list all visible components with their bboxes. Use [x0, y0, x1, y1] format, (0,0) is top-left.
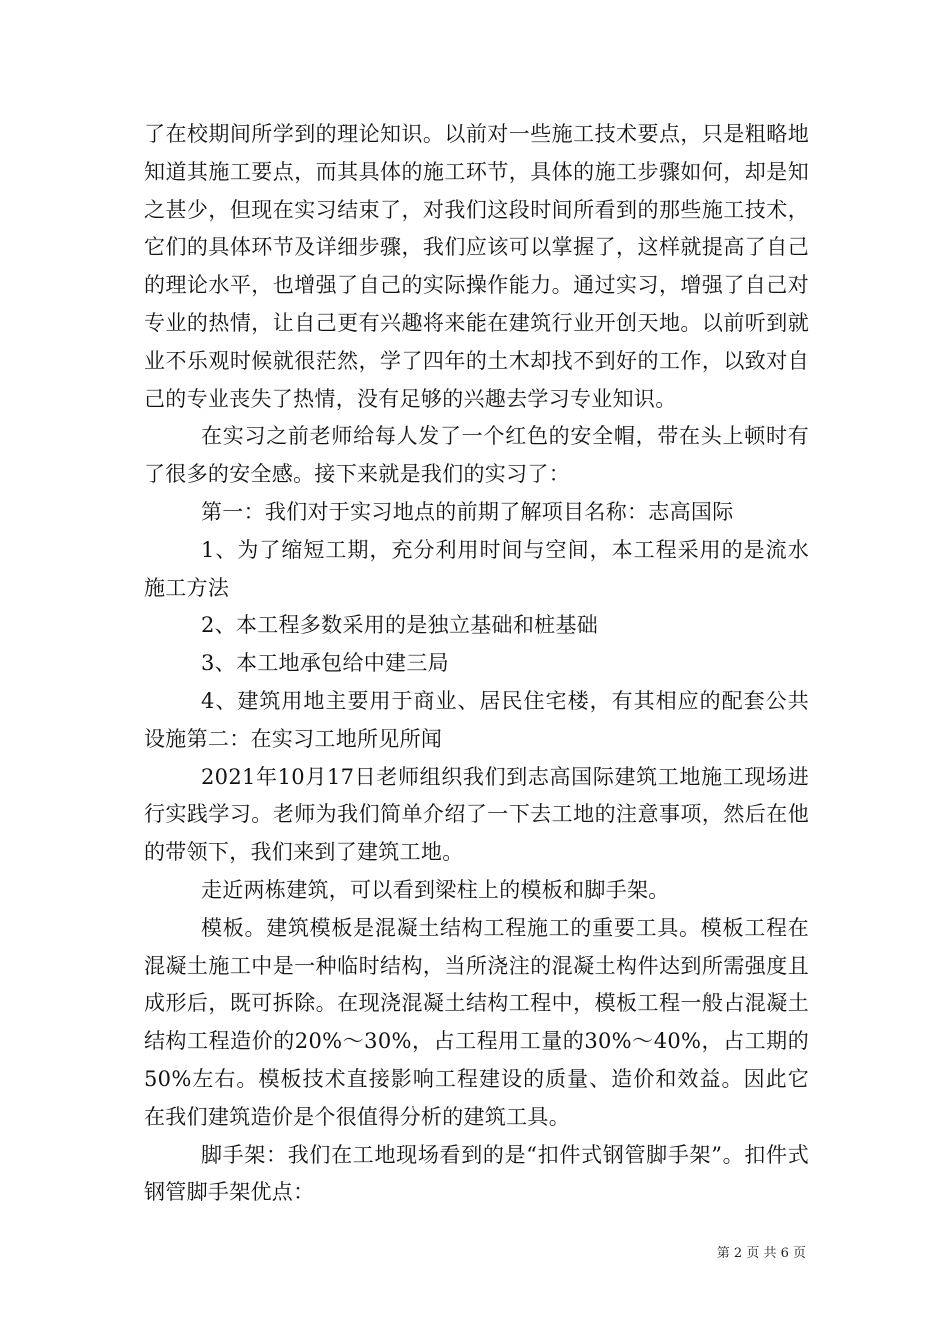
paragraph-formwork: 模板。建筑模板是混凝土结构工程施工的重要工具。模板工程在混凝土施工中是一种临时结构，当所浇注的混凝土构件达到所需强度且成形后，既可拆除。在现浇混凝土结构工程中，模板工程一般占混凝土结构工程造价的20%～30%，占工程用工量的30%～40%，占工期的50%左右。模板技术直接影响工程建设的质量、造价和效益。因此它在我们建筑造价是个很值得分析的建筑工具。	[144, 915, 809, 1129]
paragraph-safety-helmet: 在实习之前老师给每人发了一个红色的安全帽，带在头上顿时有了很多的安全感。接下来就是我们的实习了：	[144, 424, 809, 487]
page-number-footer: 第 2 页 共 6 页	[716, 1246, 806, 1261]
paragraph-section-one-heading: 第一：我们对于实习地点的前期了解项目名称：志高国际	[201, 499, 734, 524]
paragraph-approach-buildings: 走近两栋建筑，可以看到梁柱上的模板和脚手架。	[201, 877, 670, 902]
paragraph-site-visit: 2021年10月17日老师组织我们到志高国际建筑工地施工现场进行实践学习。老师为我们简单介绍了一下去工地的注意事项，然后在他的带领下，我们来到了建筑工地。	[144, 764, 809, 865]
list-item-1: 1、为了缩短工期，充分利用时间与空间，本工程采用的是流水施工方法	[144, 537, 809, 600]
document-body	[144, 116, 809, 1212]
list-item-4: 4、建筑用地主要用于商业、居民住宅楼，有其相应的配套公共设施第二：在实习工地所见所闻	[144, 688, 809, 751]
paragraph-scaffolding: 脚手架：我们在工地现场看到的是“扣件式钢管脚手架”。扣件式钢管脚手架优点：	[144, 1142, 809, 1205]
list-item-2: 2、本工程多数采用的是独立基础和桩基础	[201, 613, 599, 638]
list-item-3: 3、本工地承包给中建三局	[201, 651, 449, 676]
paragraph-continuation: 了在校期间所学到的理论知识。以前对一些施工技术要点，只是粗略地知道其施工要点，而其具体的施工环节，具体的施工步骤如何，却是知之甚少，但现在实习结束了，对我们这段时间所看到的那些施工技术，它们的具体环节及详细步骤，我们应该可以掌握了，这样就提高了自己的理论水平，也增强了自己的实际操作能力。通过实习，增强了自己对专业的热情，让自己更有兴趣将来能在建筑行业开创天地。以前听到就业不乐观时候就很茫然，学了四年的土木却找不到好的工作，以致对自己的专业丧失了热情，没有足够的兴趣去学习专业知识。	[144, 122, 809, 411]
